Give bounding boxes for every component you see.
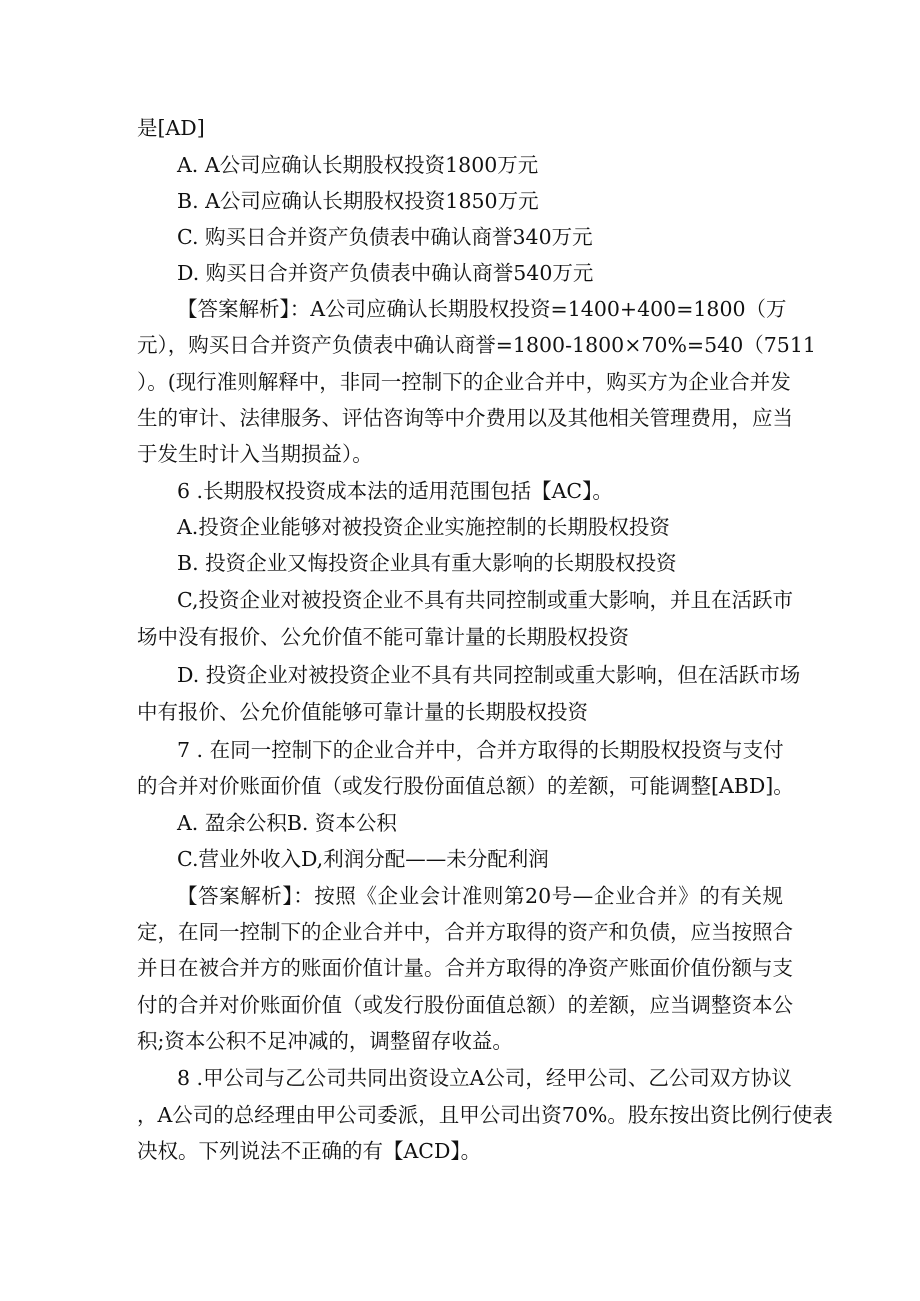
answer-analysis-7-line-3: 并日在被合并方的账面价值计量。合并方取得的净资产账面价值份额与支 (137, 956, 793, 980)
question-7-line-1: 7 . 在同一控制下的企业合并中，合并方取得的长期股权投资与支付 (177, 738, 784, 762)
answer-analysis-line-5: 于发生时计入当期损益）。 (137, 442, 373, 466)
answer-analysis-7-line-2: 定，在同一控制下的企业合并中，合并方取得的资产和负债，应当按照合 (137, 920, 793, 944)
option-b: B. A公司应确认长期股权投资1850万元 (177, 189, 539, 213)
question-7-options-ab: A. 盈余公积B. 资本公积 (177, 811, 397, 835)
answer-analysis-line-3: ）。(现行准则解释中，非同一控制下的企业合并中，购买方为企业合并发 (137, 370, 791, 394)
question-6-option-c-line-1: C,投资企业对被投资企业不具有共同控制或重大影响，并且在活跃市 (177, 588, 793, 612)
question-answer-tail: 是[AD] (137, 116, 205, 140)
option-d: D. 购买日合并资产负债表中确认商誉540万元 (177, 261, 594, 285)
question-7-line-2: 的合并对价账面价值（或发行股份面值总额）的差额，可能调整[ABD]。 (137, 774, 794, 798)
question-6-option-c-line-2: 场中没有报价、公允价值不能可靠计量的长期股权投资 (137, 625, 629, 649)
answer-analysis-7-line-1: 【答案解析】：按照《企业会计准则第20号—企业合并》的有关规 (177, 884, 783, 908)
answer-analysis-line-2: 元），购买日合并资产负债表中确认商誉=1800-1800×70%=540（7511 (137, 333, 816, 357)
question-6-title: 6 .长期股权投资成本法的适用范围包括【AC】。 (177, 479, 613, 503)
question-6-option-a: A.投资企业能够对被投资企业实施控制的长期股权投资 (177, 515, 670, 539)
question-8-line-1: 8 .甲公司与乙公司共同出资设立A公司，经甲公司、乙公司双方协议 (177, 1066, 792, 1090)
question-8-line-3: 决权。下列说法不正确的有【ACD】。 (137, 1139, 482, 1163)
answer-analysis-7-line-4: 付的合并对价账面价值（或发行股份面值总额）的差额，应当调整资本公 (137, 993, 793, 1017)
question-8-line-2: ，A公司的总经理由甲公司委派，且甲公司出资70%。股东按出资比例行使表 (137, 1103, 833, 1127)
question-7-options-cd: C.营业外收入D,利润分配——未分配利润 (177, 847, 549, 871)
answer-analysis-line-4: 生的审计、法律服务、评估咨询等中介费用以及其他相关管理费用，应当 (137, 406, 793, 430)
question-6-option-d-line-1: D. 投资企业对被投资企业不具有共同控制或重大影响，但在活跃市场 (177, 663, 801, 687)
option-c: C. 购买日合并资产负债表中确认商誉340万元 (177, 225, 593, 249)
question-6-option-d-line-2: 中有报价、公允价值能够可靠计量的长期股权投资 (137, 700, 588, 724)
answer-analysis-line-1: 【答案解析】：A公司应确认长期股权投资=1400+400=1800（万 (177, 297, 787, 321)
question-6-option-b: B. 投资企业又悔投资企业具有重大影响的长期股权投资 (177, 551, 677, 575)
option-a: A. A公司应确认长期股权投资1800万元 (177, 153, 539, 177)
answer-analysis-7-line-5: 积;资本公积不足冲减的，调整留存收益。 (137, 1029, 513, 1053)
